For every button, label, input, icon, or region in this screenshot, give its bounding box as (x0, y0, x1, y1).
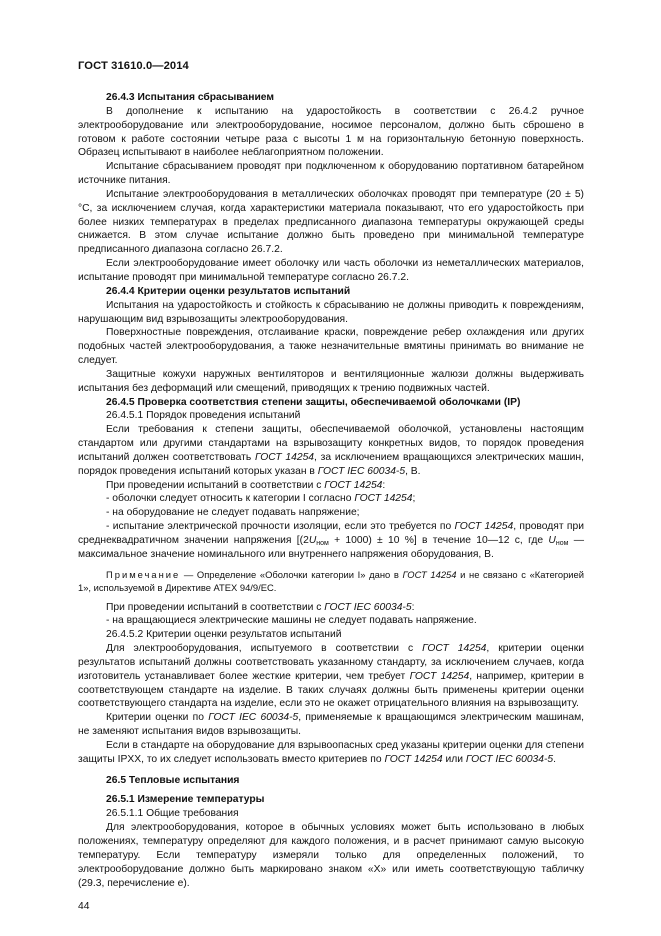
standard-reference: ГОСТ 14254 (409, 670, 470, 682)
page-number: 44 (78, 901, 90, 912)
section-heading-26-4-5: 26.4.5 Проверка соответствия степени защиты, обеспечиваемой оболочками (IP) (106, 396, 521, 408)
text-run: Если требования к степени защиты, обеспечиваемой оболочкой, установлены настоящим стандартом или другими стандартами на взрывозащиту конкретных видов, то порядок проведения испытаний должен соответствовать (78, 424, 584, 463)
text-run: - испытание электрической прочности изоляции, если это требуется по (106, 521, 455, 533)
paragraph (78, 642, 584, 711)
section-heading-26-4-3: 26.4.3 Испытания сбрасыванием (106, 92, 274, 103)
text-run: Если в стандарте на оборудование для взрывоопасных сред указаны критерии оценки для степени защиты IPXX, то их следует использовать вместо критериев по (78, 739, 584, 765)
standard-reference: ГОСТ 14254 (354, 493, 413, 505)
standard-reference: ГОСТ 14254 (324, 479, 383, 491)
standard-reference: ГОСТ IEC 60034-5 (324, 601, 412, 613)
text-run: или (442, 753, 466, 765)
text-run: , критерии оценки результатов испытаний должны соответствовать указанному стандарту, за исключением случаев, когда изготовитель устанавливает более жесткие критерии, чем требует (78, 643, 584, 682)
paragraph: Для электрооборудования, которое в обычных условиях может быть использовано в любых положениях, температуру определяют для каждого положения, и в расчет принимают самую высокую температуру. Если температуру измеряли только для определенных положений, то электрооборудование должно быть маркировано знаком «X» или иметь соответствующую табличку (29.3, перечисление е). (78, 822, 584, 889)
list-item (78, 520, 584, 562)
standard-reference: ГОСТ 14254 (254, 451, 315, 463)
list-item: - на вращающиеся электрические машины не следует подавать напряжение. (106, 615, 477, 627)
text-run: : (382, 479, 386, 491)
text-run: При проведении испытаний в соответствии с (106, 601, 325, 613)
text-run: При проведении испытаний в соответствии с (106, 479, 325, 491)
paragraph (78, 423, 584, 478)
document-body (78, 91, 584, 890)
text-run: + 1000) ± 10 %] в течение 10—12 с, где (328, 535, 549, 546)
note (78, 568, 584, 595)
voltage-symbol: U (308, 535, 317, 546)
paragraph: Испытание сбрасыванием проводят при подключенном к оборудованию портативном батарейном источнике питания. (78, 161, 584, 187)
standard-reference: ГОСТ IEC 60034-5 (208, 712, 299, 724)
standard-reference: ГОСТ 14254 (384, 753, 443, 765)
text-run: , за исключением вращающихся электрических машин, порядок проведения испытаний которых указан в (78, 451, 584, 477)
text-run: Для электрооборудования, испытуемого в соответствии с (106, 643, 423, 655)
subsection-heading-26-5-1-1: 26.5.1.1 Общие требования (106, 808, 239, 820)
standard-reference: ГОСТ IEC 60034-5 (465, 753, 554, 765)
paragraph (78, 601, 584, 615)
text-run: , В. (405, 465, 421, 477)
standard-reference: ГОСТ 14254 (422, 643, 487, 655)
text-run: ; (412, 493, 416, 505)
list-item (78, 492, 584, 506)
section-heading-26-5-1: 26.5.1 Измерение температуры (106, 794, 265, 806)
text-run: — Определение «Оболочки категории I» дано в (180, 568, 403, 580)
text-run: : (411, 601, 415, 613)
text-run: - оболочки следует относить к категории I согласно (106, 493, 355, 505)
subsection-heading-26-4-5-1: 26.4.5.1 Порядок проведения испытаний (106, 410, 301, 422)
paragraph: Защитные кожухи наружных вентиляторов и вентиляционные жалюзи должны выдерживать испытания без деформаций или смещений, приводящих к трению подвижных частей. (78, 368, 584, 394)
paragraph: Поверхностные повреждения, отслаивание краски, повреждение ребер охлаждения или других подобных частей электрооборудования, а также незначительные вмятины принимать во внимание не следует. (78, 327, 584, 367)
text-run: . (553, 753, 557, 765)
standard-reference: ГОСТ IEC 60034-5 (317, 465, 406, 477)
section-heading-26-5: 26.5 Тепловые испытания (106, 774, 240, 786)
paragraph (78, 711, 584, 739)
paragraph (78, 739, 584, 767)
paragraph (78, 479, 584, 493)
text-run: и не связано с «Категорией 1», используемой в Директиве АТЕХ 94/9/ЕС. (78, 568, 584, 594)
list-item: - на оборудование не следует подавать напряжение; (106, 507, 360, 519)
voltage-subscript: ном (555, 540, 569, 547)
voltage-subscript: ном (316, 540, 329, 547)
text-run: , применяемые к вращающимся электрическим машинам, не заменяют испытания видов взрывозащиты. (78, 712, 585, 738)
paragraph: Испытание электрооборудования в металлических оболочках проводят при температуре (20 ± 5) °С, за исключением случая, когда характеристики материала показывают, что его ударостойкость при более низких температурах в пределах предписанного диапазона температуры окружающей среды снижается. В этом случае испытание должно быть проведено при минимальной температуре предписанного диапазона согласно 26.7.2. (78, 188, 584, 256)
text-run: Критерии оценки по (106, 712, 209, 724)
text-run: , проводят при среднеквадратичном значении напряжения [(2 (78, 521, 584, 546)
paragraph: Испытания на ударостойкость и стойкость к сбрасыванию не должны приводить к повреждениям, нарушающим вид взрывозащиты электрооборудования. (78, 299, 584, 325)
section-heading-26-4-4: 26.4.4 Критерии оценки результатов испытаний (106, 285, 351, 297)
paragraph: В дополнение к испытанию на ударостойкость в соответствии с 26.4.2 ручное электрооборудование или электрооборудование, носимое персоналом, должно быть сброшено в готовом к работе состоянии четыре раза с высоты 1 м на горизонтальную бетонную поверхность. Образец испытывают в наиболее неблагоприятном положении. (78, 105, 584, 159)
subsection-heading-26-4-5-2: 26.4.5.2 Критерии оценки результатов испытаний (106, 629, 342, 641)
document-header: ГОСТ 31610.0—2014 (78, 60, 189, 72)
voltage-symbol: U (548, 535, 556, 546)
standard-reference: ГОСТ 14254 (402, 568, 457, 580)
paragraph: Если электрооборудование имеет оболочку или часть оболочки из неметаллических материалов, испытание проводят при минимальной температуре согласно 26.7.2. (78, 258, 584, 283)
text-run: — максимальное значение номинального или внутреннего напряжения оборудования, В. (78, 535, 584, 560)
standard-reference: ГОСТ 14254 (454, 521, 514, 533)
text-run: , например, критерии в соответствующем стандарте на изделие. В таких случаях должны быть применены критерии оценки соответствующего стандарта на изделие, если это не окажет отрицательного влияния на взрывозащиту. (78, 670, 584, 710)
note-label: Примечание (106, 568, 181, 580)
